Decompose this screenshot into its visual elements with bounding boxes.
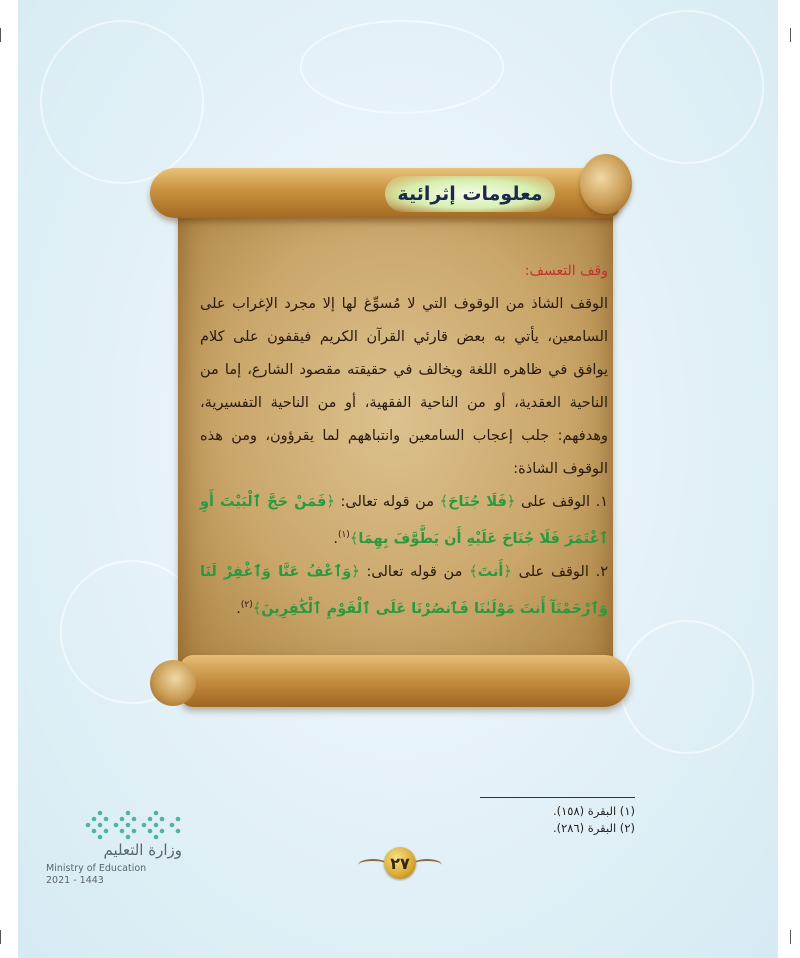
example-item-2 xyxy=(200,556,608,626)
crop-mark xyxy=(790,930,791,944)
scroll-top-curl xyxy=(580,154,632,214)
page-number: ٢٧ xyxy=(384,847,416,879)
ministry-name-ar: وزارة التعليم xyxy=(103,841,182,859)
bracket: ﴾ xyxy=(439,494,449,510)
title-badge xyxy=(385,176,555,212)
item2-middle: من قوله تعالى: xyxy=(366,563,463,580)
scroll-title: معلومات إثرائية xyxy=(397,183,543,205)
section-heading: وقف التعسف: xyxy=(524,263,608,279)
item1-prefix: ١. الوقف على xyxy=(521,494,609,510)
page-number-badge xyxy=(352,845,448,881)
bracket: ﴿ xyxy=(506,494,516,510)
item2-prefix: ٢. الوقف على xyxy=(518,563,609,580)
bracket: ﴾ xyxy=(349,530,359,547)
footnote-1: (١) البقرة (١٥٨). xyxy=(552,804,635,818)
bracket: ﴿ xyxy=(503,563,512,580)
item2-word: أَنتَ xyxy=(477,563,504,580)
body-paragraph: الوقف الشاذ من الوقوف التي لا مُسوِّغ لها إلا مجرد الإغراب على السامعين، يأتي به بعض قارئي القرآن الكريم فيقفون على كلام يوافق في ظاهره اللغة ويخالف في حقيقته مقصود الشارع، إما من الناحية العقدية، أو من الناحية الفقهية، أو من الناحية التفسيرية، وهدفهم: جلب إعجاب السامعين وانتباههم لما يقرؤون، ومن هذه الوقوف الشاذة: xyxy=(200,296,608,477)
bracket: ﴾ xyxy=(469,563,478,580)
item1-middle: من قوله تعالى: xyxy=(340,494,434,510)
scroll-content xyxy=(200,255,608,626)
ministry-logo xyxy=(42,805,182,885)
ministry-name-en: Ministry of Education xyxy=(46,863,147,874)
ministry-year: 2021 - 1443 xyxy=(46,875,104,886)
bracket: ﴿ xyxy=(351,563,360,580)
bracket: ﴿ xyxy=(326,494,335,510)
example-item-1 xyxy=(200,486,608,556)
footnote-divider xyxy=(480,797,635,798)
bracket: ﴾ xyxy=(252,600,262,617)
crop-mark xyxy=(0,28,1,42)
background-ornament xyxy=(300,20,504,114)
item1-word: فَلَا جُنَاحَ xyxy=(448,494,507,510)
scroll-bottom-roll xyxy=(180,655,630,707)
footnote-ref-1: (١) xyxy=(337,530,350,540)
crop-mark xyxy=(790,28,791,42)
footnote-ref-2: (٢) xyxy=(240,599,253,610)
period: . xyxy=(236,600,241,617)
item1-verse: فَمَنْ حَجَّ ٱلْبَيْتَ أَوِ ٱعْتَمَرَ فَلَا جُنَاحَ عَلَيْهِ أَن يَطَّوَّفَ بِهِمَا xyxy=(200,494,608,547)
period: . xyxy=(333,530,338,547)
ministry-dots-icon xyxy=(82,805,182,843)
swirl-right-icon xyxy=(412,859,442,871)
item2-verse: وَٱعْفُ عَنَّا وَٱغْفِرْ لَنَا وَٱرْحَمْنَآ أَنتَ مَوْلَىٰنَا فَٱنصُرْنَا عَلَى ٱلْقَوْمِ ٱلْكَٰفِرِينَ xyxy=(200,563,608,617)
footnote-2: (٢) البقرة (٢٨٦). xyxy=(552,821,635,835)
scroll-bottom-curl xyxy=(150,660,196,706)
background-ornament xyxy=(610,10,764,164)
footnotes xyxy=(480,803,635,837)
crop-mark xyxy=(0,930,1,944)
background-ornament xyxy=(620,620,754,754)
